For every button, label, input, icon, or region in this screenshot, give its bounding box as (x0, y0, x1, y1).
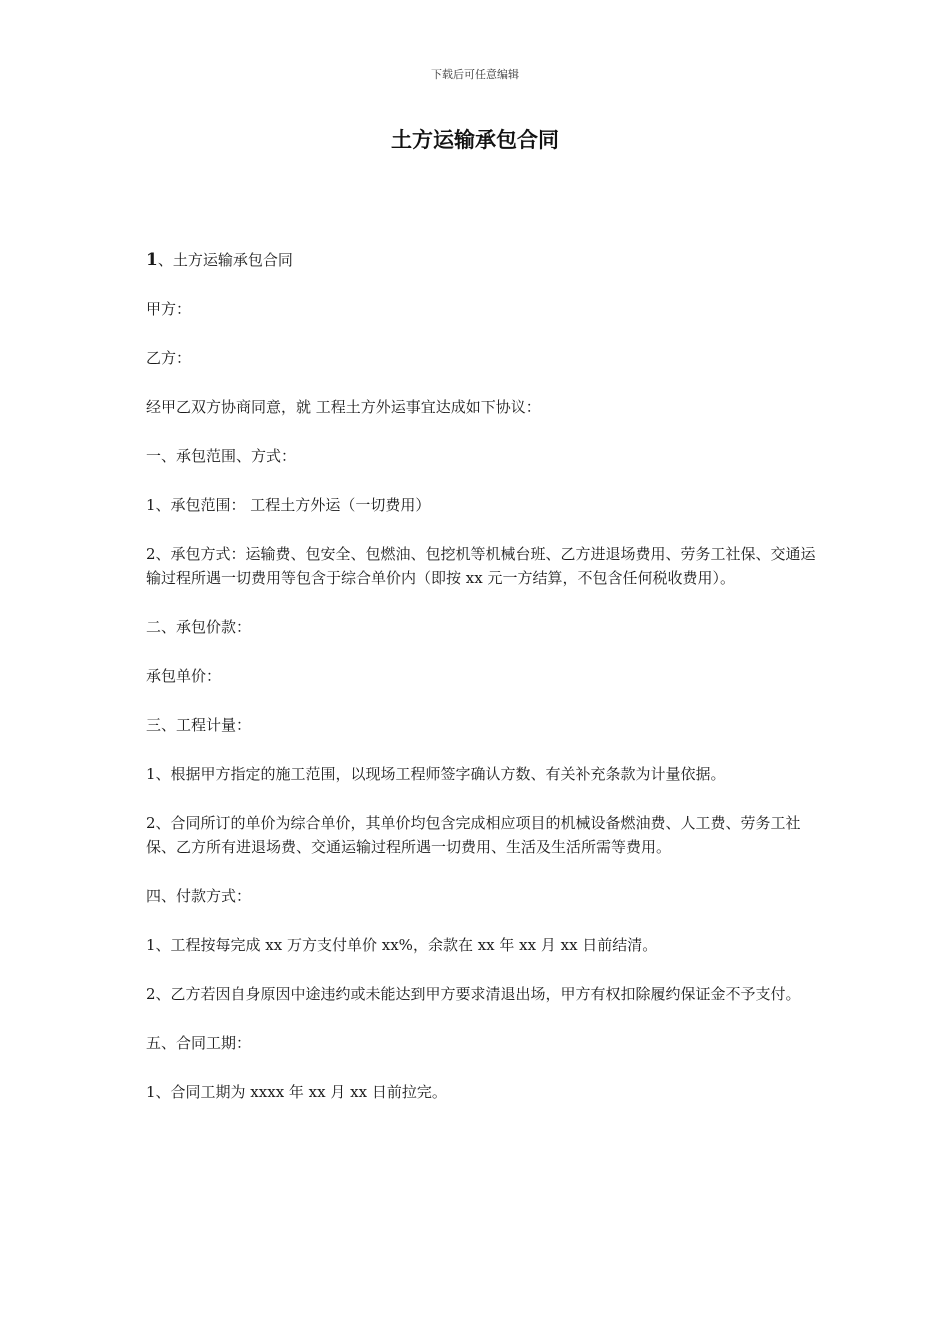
clause-item: 1、工程按每完成 xx 万方支付单价 xx%，余款在 xx 年 xx 月 xx 日前结清。 (146, 936, 658, 954)
clause-item: 1、合同工期为 xxxx 年 xx 月 xx 日前拉完。 (146, 1083, 447, 1101)
header-note: 下载后可任意编辑 (431, 68, 519, 81)
party-a-line: 甲方： (146, 300, 192, 318)
document-body (146, 248, 826, 1129)
document-title: 土方运输承包合同 (391, 128, 559, 152)
clause-heading-price: 二、承包价款： (146, 618, 252, 636)
clause-item: 2、合同所订的单价为综合单价，其单价均包含完成相应项目的机械设备燃油费、人工费、劳务工社保、乙方所有进退场费、交通运输过程所遇一切费用、生活及生活所需等费用。 (146, 814, 801, 856)
section-heading (146, 248, 826, 272)
clause-heading-scope: 一、承包范围、方式： (146, 447, 297, 465)
clause-heading-measurement: 三、工程计量： (146, 716, 252, 734)
clause-heading-payment: 四、付款方式： (146, 887, 252, 905)
section-heading-text: 、土方运输承包合同 (157, 251, 293, 269)
clause-item: 1、根据甲方指定的施工范围，以现场工程师签字确认方数、有关补充条款为计量依据。 (146, 765, 726, 783)
party-b-line: 乙方： (146, 349, 192, 367)
clause-heading-period: 五、合同工期： (146, 1034, 252, 1052)
clause-item: 2、承包方式：运输费、包安全、包燃油、包挖机等机械台班、乙方进退场费用、劳务工社保、交通运输过程所遇一切费用等包含于综合单价内（即按 xx 元一方结算，不包含任何税收费用）。 (146, 545, 816, 587)
agreement-intro: 经甲乙双方协商同意，就 工程土方外运事宜达成如下协议： (146, 398, 541, 416)
clause-item: 承包单价： (146, 667, 222, 685)
clause-item: 2、乙方若因自身原因中途违约或未能达到甲方要求清退出场，甲方有权扣除履约保证金不予支付。 (146, 985, 801, 1003)
section-heading-number: 1 (146, 250, 158, 270)
clause-item: 1、承包范围： 工程土方外运（一切费用） (146, 496, 431, 514)
